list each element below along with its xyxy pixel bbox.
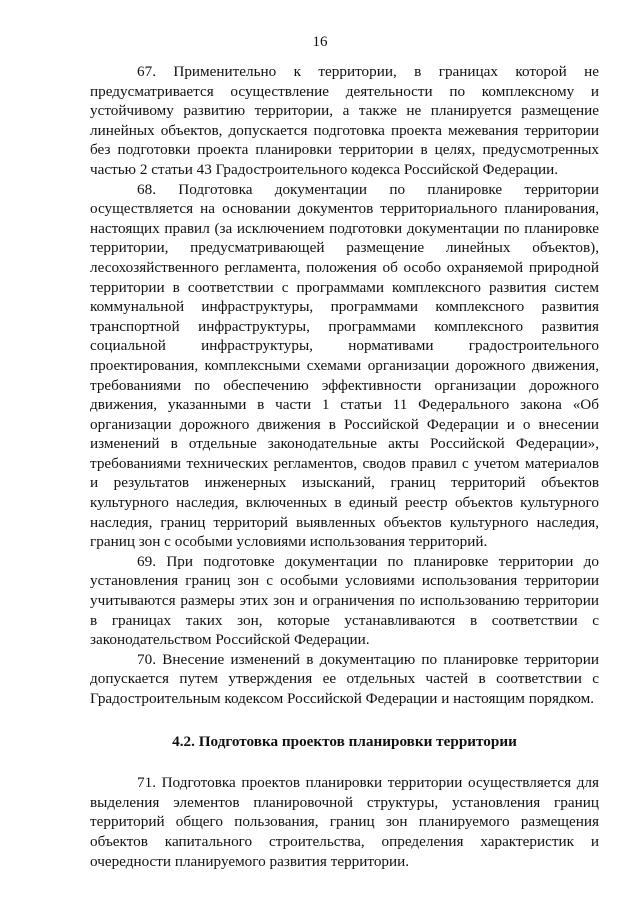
page-number: 16: [312, 34, 328, 50]
document-body: [90, 62, 599, 871]
paragraph-67: 67. Применительно к территории, в границах которой не предусматривается осуществление деятельности по комплексному и устойчивому развитию территории, а также не планируется размещение линейных объектов, допускается подготовка проекта межевания территории без подготовки проекта планировки территории в целях, предусмотренных частью 2 статьи 43 Градостроительного кодекса Российской Федерации.: [90, 63, 599, 178]
paragraph-70: 70. Внесение изменений в документацию по планировке территории допускается путем утверждения ее отдельных частей в соответствии с Градостроительным кодексом Российской Федерации и настоящим порядком.: [90, 650, 599, 707]
paragraph-69: 69. При подготовке документации по планировке территории до установления границ зон с особыми условиями использования территории учитываются размеры этих зон и ограничения по использованию территории в границах таких зон, которые устанавливаются в соответствии с законодательством Российской Федерации.: [90, 552, 599, 649]
paragraph-68: 68. Подготовка документации по планировке территории осуществляется на основании документов территориального планирования, настоящих правил (за исключением подготовки документации по планировке территории, предусматривающей размещение линейных объектов), лесохозяйственного регламента, положения об особо охраняемой природной территории в соответствии с программами комплексного развития систем коммунальной инфраструктуры, программами комплексного развития транспортной инфраструктуры, программами комплексного развития социальной инфраструктуры, нормативами градостроительного проектирования, комплексными схемами организации дорожного движения, требованиями по обеспечению эффективности организации дорожного движения, указанными в части 1 статьи 11 Федерального закона «Об организации дорожного движения в Российской Федерации и о внесении изменений в отдельные законодательные акты Российской Федерации», требованиями технических регламентов, сводов правил с учетом материалов и результатов инженерных изысканий, границ территорий объектов культурного наследия, включенных в единый реестр объектов культурного наследия, границ территорий выявленных объектов культурного наследия, границ зон с особыми условиями использования территорий.: [90, 180, 599, 551]
paragraph-71: 71. Подготовка проектов планировки территории осуществляется для выделения элементов планировочной структуры, установления границ территорий общего пользования, границ зон планируемого размещения объектов капитального строительства, определения характеристик и очередности планируемого развития территории.: [90, 774, 599, 870]
section-heading: 4.2. Подготовка проектов планировки территории: [172, 732, 517, 750]
